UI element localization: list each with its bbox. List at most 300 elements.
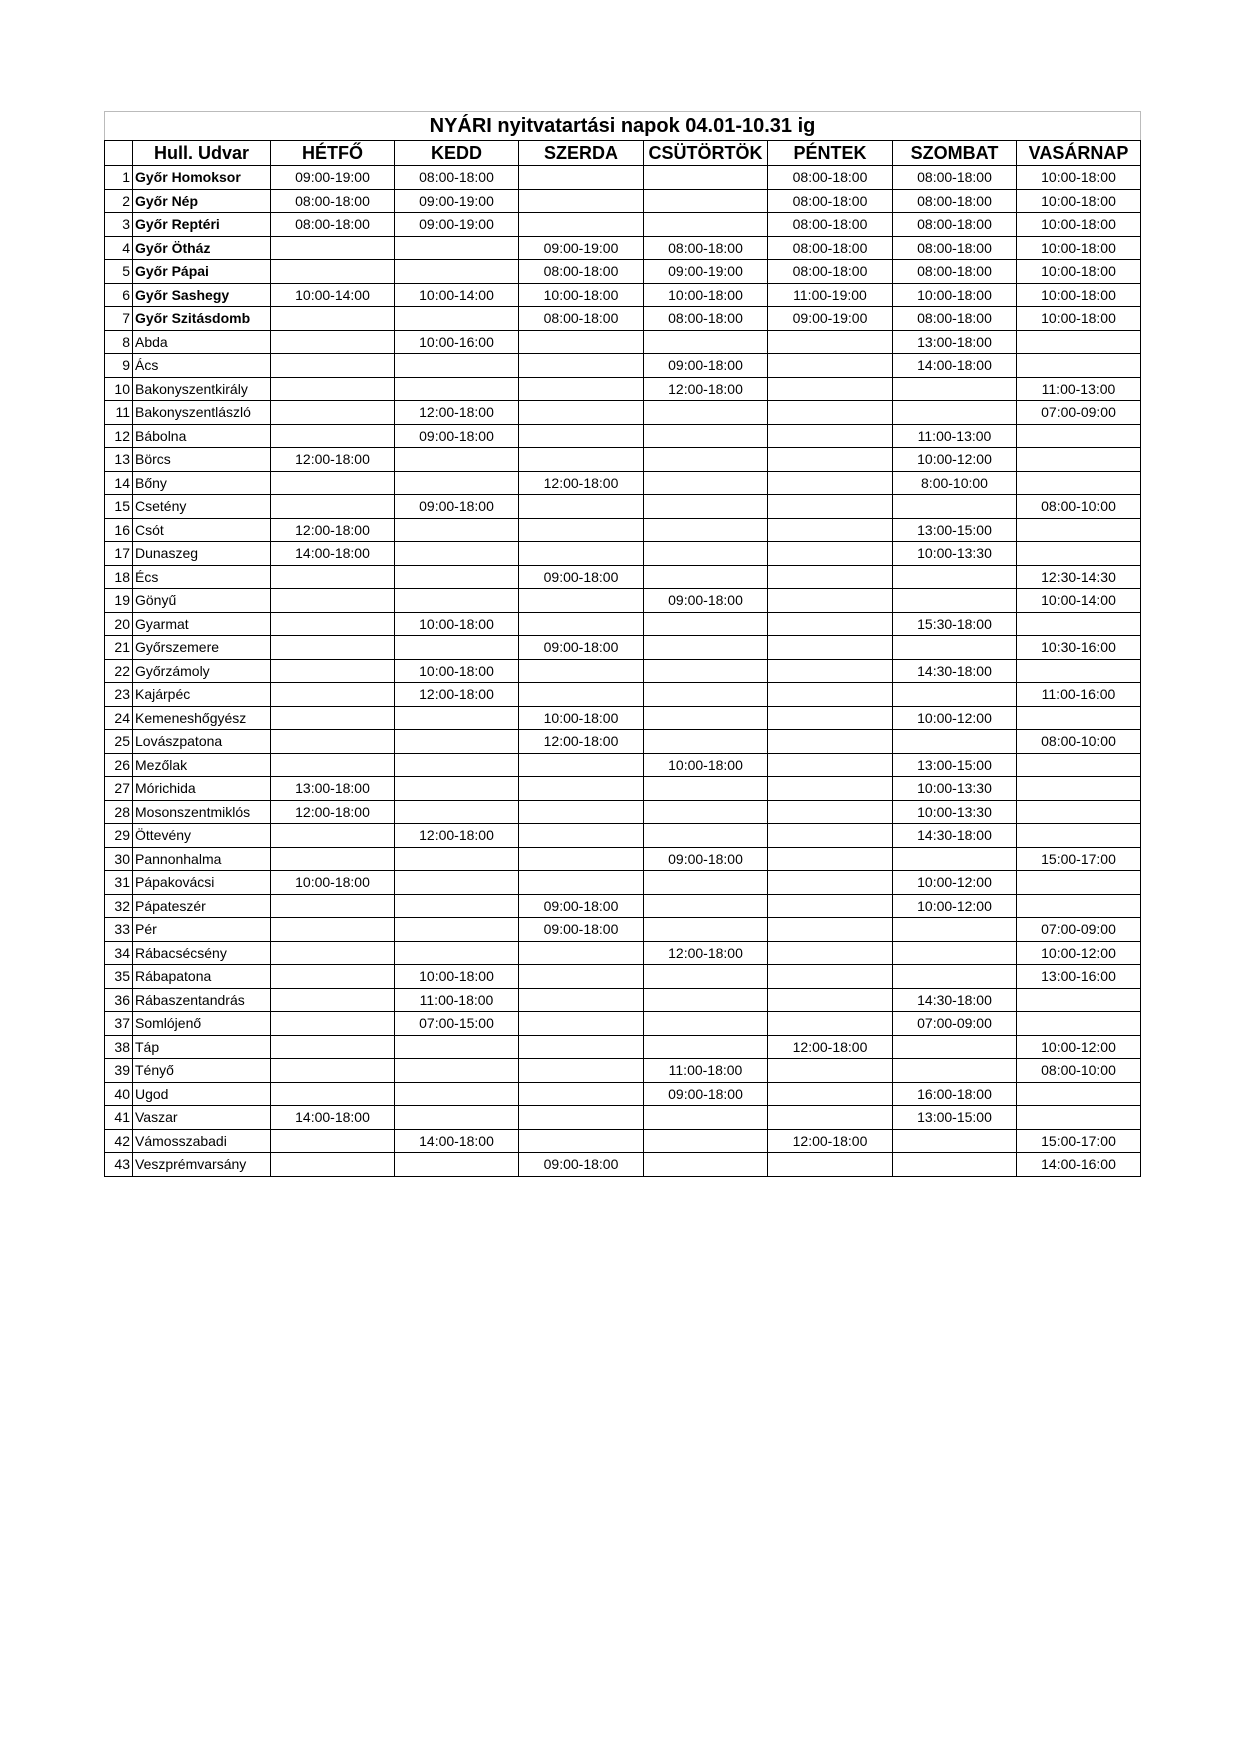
hours-monday: 14:00-18:00 xyxy=(271,542,395,566)
hours-friday: 08:00-18:00 xyxy=(768,236,893,260)
hours-saturday: 14:00-18:00 xyxy=(893,354,1017,378)
hours-monday: 08:00-18:00 xyxy=(271,189,395,213)
hours-saturday xyxy=(893,377,1017,401)
row-number: 35 xyxy=(105,965,133,989)
hours-saturday: 16:00-18:00 xyxy=(893,1082,1017,1106)
site-name: Ács xyxy=(133,354,271,378)
hours-saturday xyxy=(893,636,1017,660)
hours-friday xyxy=(768,330,893,354)
table-row xyxy=(105,542,1141,566)
row-number: 8 xyxy=(105,330,133,354)
hours-thursday: 10:00-18:00 xyxy=(644,753,768,777)
hours-saturday: 10:00-13:30 xyxy=(893,542,1017,566)
hours-sunday xyxy=(1017,1106,1141,1130)
hours-tuesday xyxy=(395,542,519,566)
hours-friday xyxy=(768,941,893,965)
hours-thursday: 09:00-19:00 xyxy=(644,260,768,284)
hours-friday: 12:00-18:00 xyxy=(768,1129,893,1153)
hours-saturday: 14:30-18:00 xyxy=(893,988,1017,1012)
hours-monday xyxy=(271,612,395,636)
hours-sunday xyxy=(1017,800,1141,824)
table-row xyxy=(105,495,1141,519)
row-number: 11 xyxy=(105,401,133,425)
hours-tuesday: 09:00-19:00 xyxy=(395,213,519,237)
hours-wednesday xyxy=(519,1129,644,1153)
hours-thursday xyxy=(644,1153,768,1177)
table-row xyxy=(105,636,1141,660)
row-number: 6 xyxy=(105,283,133,307)
hours-friday xyxy=(768,730,893,754)
hours-thursday xyxy=(644,471,768,495)
hours-monday xyxy=(271,730,395,754)
hours-sunday: 08:00-10:00 xyxy=(1017,730,1141,754)
hours-wednesday: 09:00-19:00 xyxy=(519,236,644,260)
hours-friday: 08:00-18:00 xyxy=(768,213,893,237)
table-title: NYÁRI nyitvatartási napok 04.01-10.31 ig xyxy=(105,112,1141,141)
hours-saturday: 13:00-15:00 xyxy=(893,518,1017,542)
hours-friday xyxy=(768,706,893,730)
hours-wednesday xyxy=(519,1012,644,1036)
hours-sunday xyxy=(1017,1012,1141,1036)
hours-thursday xyxy=(644,213,768,237)
site-name: Csetény xyxy=(133,495,271,519)
site-name: Rábaszentandrás xyxy=(133,988,271,1012)
row-number: 26 xyxy=(105,753,133,777)
hours-monday xyxy=(271,589,395,613)
hours-saturday: 08:00-18:00 xyxy=(893,166,1017,190)
hours-sunday xyxy=(1017,471,1141,495)
row-number: 42 xyxy=(105,1129,133,1153)
hours-tuesday xyxy=(395,894,519,918)
hours-tuesday xyxy=(395,636,519,660)
hours-sunday: 10:00-18:00 xyxy=(1017,166,1141,190)
hours-saturday xyxy=(893,683,1017,707)
site-name: Győrzámoly xyxy=(133,659,271,683)
table-row xyxy=(105,236,1141,260)
row-number: 28 xyxy=(105,800,133,824)
hours-monday xyxy=(271,1082,395,1106)
hours-saturday xyxy=(893,1035,1017,1059)
hours-sunday: 10:00-14:00 xyxy=(1017,589,1141,613)
row-number: 12 xyxy=(105,424,133,448)
hours-sunday: 15:00-17:00 xyxy=(1017,1129,1141,1153)
hours-saturday xyxy=(893,589,1017,613)
hours-tuesday: 12:00-18:00 xyxy=(395,401,519,425)
hours-tuesday: 09:00-18:00 xyxy=(395,424,519,448)
hours-thursday xyxy=(644,1129,768,1153)
hours-wednesday xyxy=(519,330,644,354)
hours-sunday xyxy=(1017,988,1141,1012)
hours-sunday: 08:00-10:00 xyxy=(1017,1059,1141,1083)
table-row xyxy=(105,965,1141,989)
hours-saturday: 10:00-13:30 xyxy=(893,800,1017,824)
site-name: Győr Reptéri xyxy=(133,213,271,237)
table-row xyxy=(105,659,1141,683)
site-name: Tényő xyxy=(133,1059,271,1083)
hours-saturday: 10:00-12:00 xyxy=(893,448,1017,472)
table-row xyxy=(105,1082,1141,1106)
hours-monday xyxy=(271,307,395,331)
row-number: 19 xyxy=(105,589,133,613)
hours-tuesday: 10:00-18:00 xyxy=(395,965,519,989)
hours-friday xyxy=(768,965,893,989)
hours-thursday xyxy=(644,683,768,707)
hours-tuesday xyxy=(395,706,519,730)
hours-sunday xyxy=(1017,330,1141,354)
hours-sunday xyxy=(1017,894,1141,918)
hours-wednesday xyxy=(519,871,644,895)
site-name: Écs xyxy=(133,565,271,589)
header-saturday: SZOMBAT xyxy=(893,141,1017,166)
row-number: 31 xyxy=(105,871,133,895)
hours-saturday xyxy=(893,918,1017,942)
table-row xyxy=(105,1059,1141,1083)
table-row xyxy=(105,753,1141,777)
hours-friday xyxy=(768,377,893,401)
hours-friday xyxy=(768,401,893,425)
hours-saturday xyxy=(893,565,1017,589)
site-name: Pápakovácsi xyxy=(133,871,271,895)
hours-wednesday xyxy=(519,354,644,378)
hours-thursday: 08:00-18:00 xyxy=(644,236,768,260)
hours-tuesday xyxy=(395,260,519,284)
hours-saturday: 10:00-12:00 xyxy=(893,706,1017,730)
hours-tuesday xyxy=(395,307,519,331)
row-number: 4 xyxy=(105,236,133,260)
hours-thursday: 09:00-18:00 xyxy=(644,589,768,613)
hours-sunday xyxy=(1017,1082,1141,1106)
row-number: 9 xyxy=(105,354,133,378)
hours-wednesday: 10:00-18:00 xyxy=(519,706,644,730)
hours-sunday xyxy=(1017,706,1141,730)
hours-thursday: 12:00-18:00 xyxy=(644,941,768,965)
table-row xyxy=(105,941,1141,965)
table-row xyxy=(105,189,1141,213)
site-name: Rábacsécsény xyxy=(133,941,271,965)
hours-sunday: 12:30-14:30 xyxy=(1017,565,1141,589)
site-name: Bábolna xyxy=(133,424,271,448)
header-row xyxy=(105,141,1141,166)
table-row xyxy=(105,988,1141,1012)
row-number: 22 xyxy=(105,659,133,683)
hours-wednesday xyxy=(519,401,644,425)
hours-friday xyxy=(768,1059,893,1083)
site-name: Bakonyszentkirály xyxy=(133,377,271,401)
hours-monday xyxy=(271,1059,395,1083)
hours-sunday xyxy=(1017,777,1141,801)
site-name: Lovászpatona xyxy=(133,730,271,754)
hours-thursday: 11:00-18:00 xyxy=(644,1059,768,1083)
hours-sunday: 11:00-13:00 xyxy=(1017,377,1141,401)
hours-saturday: 08:00-18:00 xyxy=(893,213,1017,237)
row-number: 36 xyxy=(105,988,133,1012)
hours-thursday xyxy=(644,330,768,354)
header-thursday: CSÜTÖRTÖK xyxy=(644,141,768,166)
hours-thursday xyxy=(644,918,768,942)
hours-sunday xyxy=(1017,871,1141,895)
hours-saturday: 10:00-13:30 xyxy=(893,777,1017,801)
table-row xyxy=(105,1035,1141,1059)
hours-saturday xyxy=(893,965,1017,989)
header-sunday: VASÁRNAP xyxy=(1017,141,1141,166)
hours-wednesday xyxy=(519,659,644,683)
hours-monday xyxy=(271,894,395,918)
hours-tuesday xyxy=(395,800,519,824)
hours-friday xyxy=(768,753,893,777)
hours-tuesday: 10:00-18:00 xyxy=(395,659,519,683)
table-row xyxy=(105,800,1141,824)
table-row xyxy=(105,401,1141,425)
hours-tuesday xyxy=(395,871,519,895)
hours-monday xyxy=(271,847,395,871)
table-row xyxy=(105,424,1141,448)
hours-tuesday xyxy=(395,847,519,871)
hours-saturday xyxy=(893,495,1017,519)
header-wednesday: SZERDA xyxy=(519,141,644,166)
hours-monday: 13:00-18:00 xyxy=(271,777,395,801)
hours-saturday: 15:30-18:00 xyxy=(893,612,1017,636)
hours-wednesday xyxy=(519,495,644,519)
hours-tuesday xyxy=(395,1153,519,1177)
site-name: Veszprémvarsány xyxy=(133,1153,271,1177)
hours-sunday: 15:00-17:00 xyxy=(1017,847,1141,871)
row-number: 40 xyxy=(105,1082,133,1106)
hours-thursday: 09:00-18:00 xyxy=(644,1082,768,1106)
hours-thursday xyxy=(644,777,768,801)
row-number: 3 xyxy=(105,213,133,237)
table-row xyxy=(105,706,1141,730)
hours-tuesday: 07:00-15:00 xyxy=(395,1012,519,1036)
site-name: Mosonszentmiklós xyxy=(133,800,271,824)
table-row xyxy=(105,730,1141,754)
site-name: Somlójenő xyxy=(133,1012,271,1036)
hours-friday xyxy=(768,777,893,801)
hours-tuesday xyxy=(395,1035,519,1059)
row-number: 18 xyxy=(105,565,133,589)
hours-sunday xyxy=(1017,824,1141,848)
hours-monday xyxy=(271,495,395,519)
hours-friday xyxy=(768,471,893,495)
hours-tuesday xyxy=(395,448,519,472)
hours-tuesday: 09:00-18:00 xyxy=(395,495,519,519)
header-tuesday: KEDD xyxy=(395,141,519,166)
hours-monday xyxy=(271,918,395,942)
site-name: Dunaszeg xyxy=(133,542,271,566)
row-number: 15 xyxy=(105,495,133,519)
hours-friday xyxy=(768,847,893,871)
hours-friday xyxy=(768,448,893,472)
hours-monday xyxy=(271,636,395,660)
hours-monday xyxy=(271,424,395,448)
hours-saturday: 10:00-18:00 xyxy=(893,283,1017,307)
row-number: 1 xyxy=(105,166,133,190)
hours-saturday: 11:00-13:00 xyxy=(893,424,1017,448)
hours-thursday xyxy=(644,401,768,425)
hours-saturday xyxy=(893,941,1017,965)
hours-saturday: 08:00-18:00 xyxy=(893,236,1017,260)
hours-monday: 12:00-18:00 xyxy=(271,518,395,542)
hours-sunday: 10:00-18:00 xyxy=(1017,189,1141,213)
table-row xyxy=(105,518,1141,542)
hours-wednesday xyxy=(519,847,644,871)
hours-friday xyxy=(768,542,893,566)
hours-wednesday xyxy=(519,824,644,848)
hours-monday xyxy=(271,354,395,378)
hours-saturday: 13:00-15:00 xyxy=(893,1106,1017,1130)
hours-friday: 09:00-19:00 xyxy=(768,307,893,331)
hours-wednesday xyxy=(519,1082,644,1106)
site-name: Kajárpéc xyxy=(133,683,271,707)
hours-sunday: 10:00-18:00 xyxy=(1017,213,1141,237)
row-number: 13 xyxy=(105,448,133,472)
hours-monday: 10:00-14:00 xyxy=(271,283,395,307)
hours-friday xyxy=(768,988,893,1012)
hours-friday: 08:00-18:00 xyxy=(768,260,893,284)
row-number: 7 xyxy=(105,307,133,331)
table-row xyxy=(105,1106,1141,1130)
table-row xyxy=(105,777,1141,801)
table-row xyxy=(105,683,1141,707)
site-name: Gyarmat xyxy=(133,612,271,636)
table-row xyxy=(105,213,1141,237)
table-row xyxy=(105,565,1141,589)
hours-saturday xyxy=(893,401,1017,425)
row-number: 27 xyxy=(105,777,133,801)
hours-wednesday xyxy=(519,965,644,989)
hours-thursday: 09:00-18:00 xyxy=(644,847,768,871)
hours-wednesday xyxy=(519,777,644,801)
hours-monday: 12:00-18:00 xyxy=(271,448,395,472)
hours-thursday xyxy=(644,988,768,1012)
hours-thursday xyxy=(644,565,768,589)
hours-tuesday xyxy=(395,1082,519,1106)
hours-thursday xyxy=(644,894,768,918)
hours-friday xyxy=(768,824,893,848)
table-row xyxy=(105,894,1141,918)
hours-tuesday xyxy=(395,918,519,942)
hours-wednesday xyxy=(519,800,644,824)
hours-monday xyxy=(271,236,395,260)
hours-thursday xyxy=(644,495,768,519)
hours-saturday: 14:30-18:00 xyxy=(893,824,1017,848)
row-number: 25 xyxy=(105,730,133,754)
hours-friday xyxy=(768,495,893,519)
site-name: Pannonhalma xyxy=(133,847,271,871)
hours-saturday: 13:00-18:00 xyxy=(893,330,1017,354)
header-site: Hull. Udvar xyxy=(133,141,271,166)
site-name: Ugod xyxy=(133,1082,271,1106)
site-name: Győr Pápai xyxy=(133,260,271,284)
hours-wednesday xyxy=(519,1059,644,1083)
hours-tuesday xyxy=(395,1059,519,1083)
hours-sunday: 10:00-18:00 xyxy=(1017,236,1141,260)
table-row xyxy=(105,1129,1141,1153)
hours-wednesday xyxy=(519,189,644,213)
hours-saturday: 08:00-18:00 xyxy=(893,189,1017,213)
hours-saturday: 08:00-18:00 xyxy=(893,307,1017,331)
hours-sunday xyxy=(1017,612,1141,636)
site-name: Győrszemere xyxy=(133,636,271,660)
row-number: 14 xyxy=(105,471,133,495)
hours-wednesday xyxy=(519,424,644,448)
table-row xyxy=(105,166,1141,190)
site-name: Vaszar xyxy=(133,1106,271,1130)
hours-wednesday: 12:00-18:00 xyxy=(519,471,644,495)
row-number: 30 xyxy=(105,847,133,871)
table-row xyxy=(105,589,1141,613)
hours-monday xyxy=(271,401,395,425)
hours-thursday xyxy=(644,189,768,213)
table-row xyxy=(105,354,1141,378)
hours-saturday xyxy=(893,1129,1017,1153)
hours-tuesday: 12:00-18:00 xyxy=(395,824,519,848)
site-name: Győr Ötház xyxy=(133,236,271,260)
hours-friday xyxy=(768,918,893,942)
table-body xyxy=(105,166,1141,1177)
site-name: Győr Sashegy xyxy=(133,283,271,307)
hours-friday xyxy=(768,612,893,636)
hours-tuesday: 10:00-18:00 xyxy=(395,612,519,636)
hours-sunday: 08:00-10:00 xyxy=(1017,495,1141,519)
hours-friday: 11:00-19:00 xyxy=(768,283,893,307)
site-name: Öttevény xyxy=(133,824,271,848)
hours-friday: 08:00-18:00 xyxy=(768,189,893,213)
hours-friday xyxy=(768,424,893,448)
hours-friday xyxy=(768,354,893,378)
hours-wednesday xyxy=(519,518,644,542)
hours-sunday: 07:00-09:00 xyxy=(1017,401,1141,425)
hours-thursday xyxy=(644,636,768,660)
hours-thursday: 12:00-18:00 xyxy=(644,377,768,401)
row-number: 29 xyxy=(105,824,133,848)
hours-thursday xyxy=(644,612,768,636)
hours-thursday xyxy=(644,659,768,683)
hours-monday xyxy=(271,1129,395,1153)
hours-sunday: 13:00-16:00 xyxy=(1017,965,1141,989)
hours-saturday: 08:00-18:00 xyxy=(893,260,1017,284)
site-name: Pápateszér xyxy=(133,894,271,918)
hours-thursday xyxy=(644,800,768,824)
hours-wednesday: 08:00-18:00 xyxy=(519,260,644,284)
table-row xyxy=(105,612,1141,636)
hours-wednesday: 09:00-18:00 xyxy=(519,1153,644,1177)
hours-thursday xyxy=(644,542,768,566)
row-number: 38 xyxy=(105,1035,133,1059)
hours-sunday: 11:00-16:00 xyxy=(1017,683,1141,707)
hours-saturday: 14:30-18:00 xyxy=(893,659,1017,683)
hours-friday xyxy=(768,683,893,707)
site-name: Abda xyxy=(133,330,271,354)
hours-wednesday xyxy=(519,589,644,613)
hours-wednesday xyxy=(519,1106,644,1130)
hours-thursday: 10:00-18:00 xyxy=(644,283,768,307)
site-name: Mezőlak xyxy=(133,753,271,777)
row-number: 2 xyxy=(105,189,133,213)
table-row xyxy=(105,1153,1141,1177)
site-name: Börcs xyxy=(133,448,271,472)
hours-monday xyxy=(271,965,395,989)
hours-monday xyxy=(271,1035,395,1059)
hours-sunday xyxy=(1017,542,1141,566)
hours-sunday xyxy=(1017,448,1141,472)
table-row xyxy=(105,260,1141,284)
table-row xyxy=(105,847,1141,871)
hours-saturday xyxy=(893,730,1017,754)
hours-wednesday: 09:00-18:00 xyxy=(519,894,644,918)
site-name: Kemeneshőgyész xyxy=(133,706,271,730)
hours-friday xyxy=(768,589,893,613)
hours-thursday xyxy=(644,1035,768,1059)
